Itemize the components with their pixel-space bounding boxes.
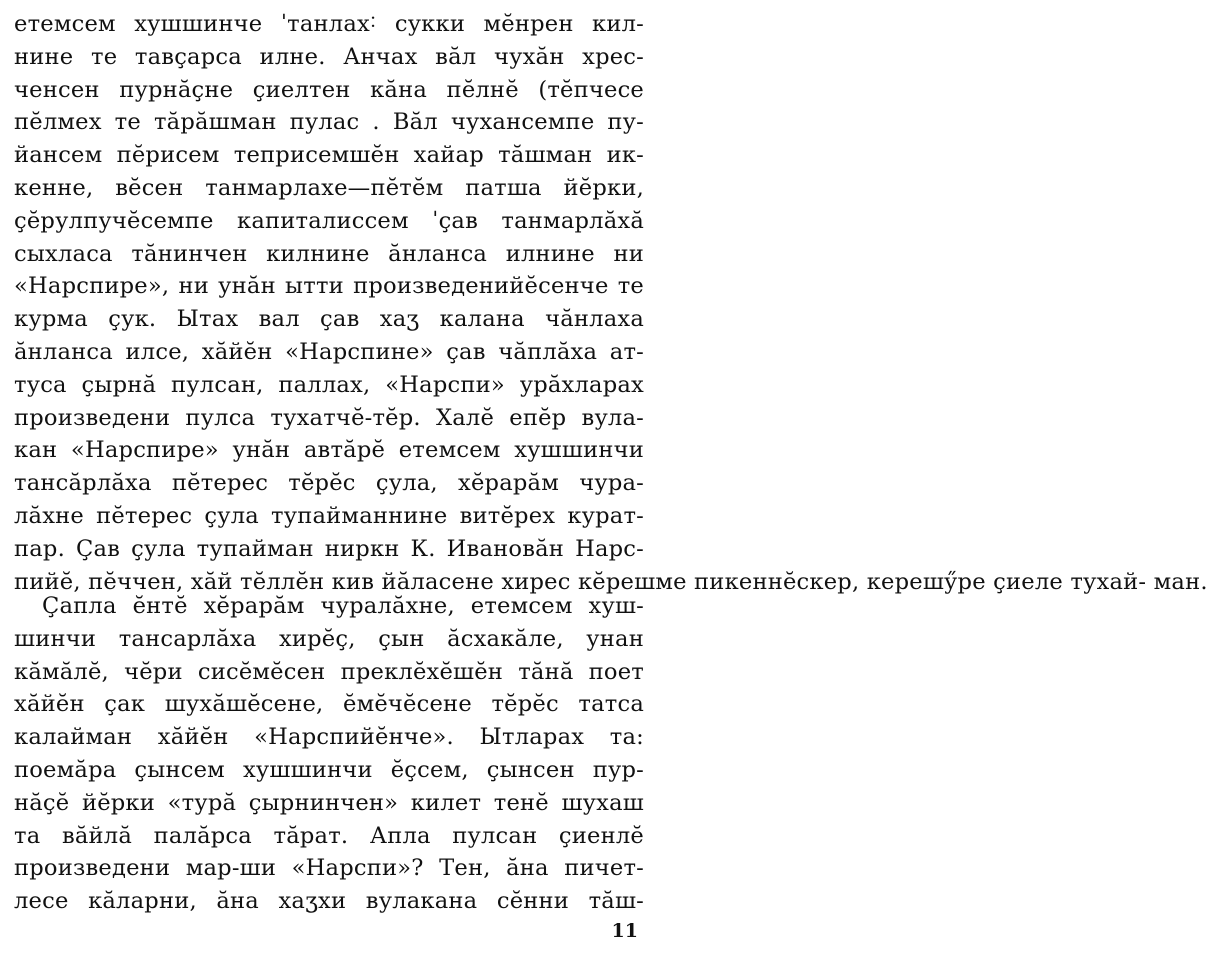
- text-line: кӑмӑлӗ, чӗри сисӗмӗсен преклӗхӗшӗн тӑнӑ поет: [14, 658, 644, 685]
- text-line: йансем пӗрисем теприсемшӗн хайар тӑшман ик-: [14, 142, 644, 169]
- text-line: произведени пулса тухатчӗ-тӗр. Халӗ епӗр вула-: [14, 404, 644, 431]
- text-line: Ҫапла ӗнтӗ хӗрарӑм чуралӑхне, етемсем хуш-: [42, 593, 644, 619]
- text-line: сыхласа тӑнинчен килнине ӑнланса илнине ни: [14, 240, 644, 267]
- text-line: «Нарспире», ни унӑн ытти произведенийӗсенче те: [14, 273, 644, 300]
- page-number: 11: [611, 920, 638, 942]
- text-line: ӑнланса илсе, хӑйӗн «Нарспине» ҫав чӑплӑха ат-: [14, 338, 644, 365]
- text-line: кенне, вӗсен танмарлахе—пӗтӗм патша йӗрки,: [14, 174, 644, 201]
- text-line: ченсен пурнӑҫне ҫиелтен кӑна пӗлнӗ (тӗпчесе: [14, 76, 644, 103]
- text-line: курма ҫук. Ытах вал ҫав хаӡ калана чӑнлаха: [14, 306, 644, 333]
- text-line: ҫӗрулпучӗсемпе капиталиссем ˈҫав танмарлӑхӑ: [14, 207, 644, 234]
- text-line: хӑйӗн ҫак шухӑшӗсене, ӗмӗчӗсене тӗрӗс татса: [14, 691, 644, 718]
- text-line: произведени мар-ши «Нарспи»? Тен, ӑна пичет-: [14, 855, 644, 882]
- text-line: тансӑрлӑха пӗтерес тӗрӗс ҫула, хӗрарӑм чура-: [14, 470, 644, 497]
- paragraph-2: [14, 590, 644, 918]
- text-line: пийӗ, пӗччен, хӑй тӗллӗн кив йӑласене хирес кӗрешме пикеннӗскер, керешӳре ҫиеле тухай- ман.: [14, 568, 1208, 595]
- text-line: лӑхне пӗтерес ҫула тупайманнине витӗрех курат-: [14, 502, 644, 529]
- paragraph-1: [14, 8, 1208, 598]
- text-line: етемсем хушшинче ˈтанлах˸ сукки мӗнрен кил-: [14, 11, 644, 37]
- text-line: лесе кӑларни, ӑна хаӡхи вулакана сӗнни тӑш-: [14, 888, 644, 915]
- text-line: нӑҫӗ йӗрки «турӑ ҫырнинчен» килет тенӗ шухаш: [14, 789, 644, 816]
- text-line: туса ҫырнӑ пулсан, паллах, «Нарспи» урӑхларах: [14, 371, 644, 398]
- text-line: шинчи тансарлӑха хирӗҫ, ҫын ӑсхакӑле, унан: [14, 625, 644, 652]
- text-line: поемӑра ҫынсем хушшинчи ӗҫсем, ҫынсен пур-: [14, 756, 644, 783]
- text-line: калайман хӑйӗн «Нарспийӗнче». Ытларах та:: [14, 724, 644, 751]
- text-line: пар. Ҫав ҫула тупайман ниркн К. Ивановӑн Нарс-: [14, 535, 644, 562]
- text-line: кан «Нарспире» унӑн автӑрӗ етемсем хушшинчи: [14, 437, 644, 464]
- text-line: нине те тавҫарса илне. Анчах вӑл чухӑн хрес-: [14, 43, 644, 70]
- text-line: та вӑйлӑ палӑрса тӑрат. Апла пулсан ҫиенлӗ: [14, 822, 644, 849]
- text-line: пӗлмех те тӑрӑшман пулас . Вӑл чухансемпе пу-: [14, 109, 644, 136]
